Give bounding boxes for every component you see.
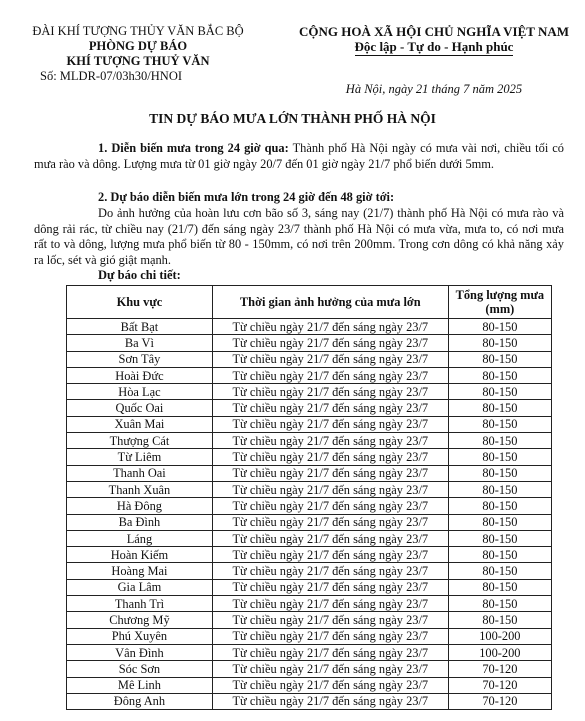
- impact-time-cell: Từ chiều ngày 21/7 đến sáng ngày 23/7: [212, 628, 448, 644]
- impact-time-cell: Từ chiều ngày 21/7 đến sáng ngày 23/7: [212, 677, 448, 693]
- area-cell: Từ Liêm: [67, 449, 213, 465]
- rainfall-cell: 80-150: [448, 514, 551, 530]
- table-row: [67, 693, 552, 709]
- impact-time-cell: Từ chiều ngày 21/7 đến sáng ngày 23/7: [212, 530, 448, 546]
- impact-time-cell: Từ chiều ngày 21/7 đến sáng ngày 23/7: [212, 449, 448, 465]
- national-title: CỘNG HOÀ XÃ HỘI CHỦ NGHĨA VIỆT NAM: [298, 24, 570, 39]
- table-row: [67, 661, 552, 677]
- impact-time-cell: Từ chiều ngày 21/7 đến sáng ngày 23/7: [212, 612, 448, 628]
- impact-time-cell: Từ chiều ngày 21/7 đến sáng ngày 23/7: [212, 465, 448, 481]
- department-subname: KHÍ TƯỢNG THUỶ VĂN: [66, 54, 210, 68]
- table-row: [67, 481, 552, 497]
- area-cell: Láng: [67, 530, 213, 546]
- rainfall-cell: 80-150: [448, 563, 551, 579]
- impact-time-cell: Từ chiều ngày 21/7 đến sáng ngày 23/7: [212, 563, 448, 579]
- table-row: [67, 367, 552, 383]
- area-cell: Gia Lâm: [67, 579, 213, 595]
- impact-time-cell: Từ chiều ngày 21/7 đến sáng ngày 23/7: [212, 319, 448, 335]
- area-cell: Thượng Cát: [67, 433, 213, 449]
- table-row: [67, 628, 552, 644]
- rainfall-cell: 80-150: [448, 319, 551, 335]
- impact-time-cell: Từ chiều ngày 21/7 đến sáng ngày 23/7: [212, 547, 448, 563]
- area-cell: Thanh Trì: [67, 596, 213, 612]
- table-row: [67, 530, 552, 546]
- table-row: [67, 612, 552, 628]
- section-forecast-text: Do ảnh hưởng của hoàn lưu cơn bão số 3, sáng nay (21/7) thành phố Hà Nội có mưa rào và dông rải rác, từ chiều nay (21/7) đến sáng ngày 23/7 thành phố Hà Nội có mưa vừa, mưa to, có nơi mưa rất to và dông, lượng mưa phổ biến từ 80 - 150mm, có nơi trên 200mm. Trong cơn dông có khả năng xảy ra lốc, sét và gió giật mạnh.: [34, 206, 564, 267]
- table-row: [67, 400, 552, 416]
- rainfall-cell: 70-120: [448, 661, 551, 677]
- rainfall-cell: 80-150: [448, 465, 551, 481]
- rainfall-cell: 80-150: [448, 384, 551, 400]
- national-heading-block: [298, 24, 570, 56]
- area-cell: Ba Vì: [67, 335, 213, 351]
- impact-time-cell: Từ chiều ngày 21/7 đến sáng ngày 23/7: [212, 433, 448, 449]
- table-row: [67, 514, 552, 530]
- impact-time-cell: Từ chiều ngày 21/7 đến sáng ngày 23/7: [212, 579, 448, 595]
- detail-forecast-label: Dự báo chi tiết:: [98, 268, 181, 282]
- table-row: [67, 384, 552, 400]
- area-cell: Vân Đình: [67, 644, 213, 660]
- area-cell: Hoàng Mai: [67, 563, 213, 579]
- area-cell: Đông Anh: [67, 693, 213, 709]
- table-row: [67, 644, 552, 660]
- impact-time-cell: Từ chiều ngày 21/7 đến sáng ngày 23/7: [212, 335, 448, 351]
- table-row: [67, 677, 552, 693]
- section-past-24h-heading: 1. Diễn biến mưa trong 24 giờ qua:: [98, 141, 289, 155]
- department-name: PHÒNG DỰ BÁO: [88, 39, 188, 53]
- document-number: Số: MLDR-07/03h30/HNOI: [40, 69, 183, 83]
- rainfall-cell: 80-150: [448, 530, 551, 546]
- rainfall-cell: 80-150: [448, 367, 551, 383]
- date-line: Hà Nội, ngày 21 tháng 7 năm 2025: [345, 82, 523, 96]
- area-cell: Mê Linh: [67, 677, 213, 693]
- rainfall-cell: 80-150: [448, 449, 551, 465]
- table-header-row: [67, 286, 552, 319]
- rainfall-cell: 80-150: [448, 481, 551, 497]
- impact-time-cell: Từ chiều ngày 21/7 đến sáng ngày 23/7: [212, 384, 448, 400]
- impact-time-cell: Từ chiều ngày 21/7 đến sáng ngày 23/7: [212, 498, 448, 514]
- impact-time-cell: Từ chiều ngày 21/7 đến sáng ngày 23/7: [212, 367, 448, 383]
- impact-time-cell: Từ chiều ngày 21/7 đến sáng ngày 23/7: [212, 400, 448, 416]
- rainfall-forecast-table: [66, 285, 552, 710]
- area-cell: Bất Bạt: [67, 319, 213, 335]
- table-body: [67, 319, 552, 710]
- area-cell: Quốc Oai: [67, 400, 213, 416]
- rainfall-cell: 80-150: [448, 547, 551, 563]
- table-row: [67, 498, 552, 514]
- rainfall-cell: 80-150: [448, 579, 551, 595]
- rainfall-cell: 80-150: [448, 498, 551, 514]
- rainfall-cell: 80-150: [448, 351, 551, 367]
- table-row: [67, 416, 552, 432]
- table-row: [67, 465, 552, 481]
- document-title: TIN DỰ BÁO MƯA LỚN THÀNH PHỐ HÀ NỘI: [149, 111, 436, 126]
- area-cell: Sóc Sơn: [67, 661, 213, 677]
- rainfall-cell: 100-200: [448, 644, 551, 660]
- section-forecast-heading: 2. Dự báo diễn biến mưa lớn trong 24 giờ đến 48 giờ tới:: [98, 190, 395, 204]
- national-motto: Độc lập - Tự do - Hạnh phúc: [354, 39, 514, 54]
- area-cell: Sơn Tây: [67, 351, 213, 367]
- header-area: Khu vực: [67, 286, 213, 319]
- table-row: [67, 351, 552, 367]
- table-row: [67, 319, 552, 335]
- table-row: [67, 596, 552, 612]
- impact-time-cell: Từ chiều ngày 21/7 đến sáng ngày 23/7: [212, 351, 448, 367]
- section-past-24h-text: Thành phố Hà Nội ngày có mưa vài nơi, chiều tối có mưa rào và dông. Lượng mưa từ 01 giờ ngày 20/7 đến 01 giờ ngày 21/7 phổ biến dưới 5mm.: [34, 141, 564, 171]
- rainfall-cell: 80-150: [448, 416, 551, 432]
- table-row: [67, 579, 552, 595]
- area-cell: Thanh Xuân: [67, 481, 213, 497]
- rainfall-cell: 80-150: [448, 612, 551, 628]
- rainfall-cell: 80-150: [448, 335, 551, 351]
- rainfall-cell: 70-120: [448, 693, 551, 709]
- section-past-24h: [34, 141, 564, 172]
- impact-time-cell: Từ chiều ngày 21/7 đến sáng ngày 23/7: [212, 514, 448, 530]
- area-cell: Hoàn Kiếm: [67, 547, 213, 563]
- issuing-agency-block: [18, 24, 258, 84]
- area-cell: Hoài Đức: [67, 367, 213, 383]
- area-cell: Phú Xuyên: [67, 628, 213, 644]
- impact-time-cell: Từ chiều ngày 21/7 đến sáng ngày 23/7: [212, 596, 448, 612]
- impact-time-cell: Từ chiều ngày 21/7 đến sáng ngày 23/7: [212, 481, 448, 497]
- rainfall-cell: 100-200: [448, 628, 551, 644]
- impact-time-cell: Từ chiều ngày 21/7 đến sáng ngày 23/7: [212, 416, 448, 432]
- area-cell: Hòa Lạc: [67, 384, 213, 400]
- table-row: [67, 563, 552, 579]
- rainfall-cell: 70-120: [448, 677, 551, 693]
- table-row: [67, 547, 552, 563]
- area-cell: Xuân Mai: [67, 416, 213, 432]
- impact-time-cell: Từ chiều ngày 21/7 đến sáng ngày 23/7: [212, 693, 448, 709]
- rainfall-cell: 80-150: [448, 596, 551, 612]
- impact-time-cell: Từ chiều ngày 21/7 đến sáng ngày 23/7: [212, 644, 448, 660]
- table-row: [67, 433, 552, 449]
- area-cell: Chương Mỹ: [67, 612, 213, 628]
- area-cell: Hà Đông: [67, 498, 213, 514]
- area-cell: Thanh Oai: [67, 465, 213, 481]
- table-row: [67, 335, 552, 351]
- header-total-rainfall: Tổng lượng mưa (mm): [448, 286, 551, 319]
- agency-name: ĐÀI KHÍ TƯỢNG THỦY VĂN BẮC BỘ: [32, 24, 244, 38]
- header-impact-time: Thời gian ảnh hưởng của mưa lớn: [212, 286, 448, 319]
- table-row: [67, 449, 552, 465]
- rainfall-cell: 80-150: [448, 433, 551, 449]
- impact-time-cell: Từ chiều ngày 21/7 đến sáng ngày 23/7: [212, 661, 448, 677]
- area-cell: Ba Đình: [67, 514, 213, 530]
- rainfall-cell: 80-150: [448, 400, 551, 416]
